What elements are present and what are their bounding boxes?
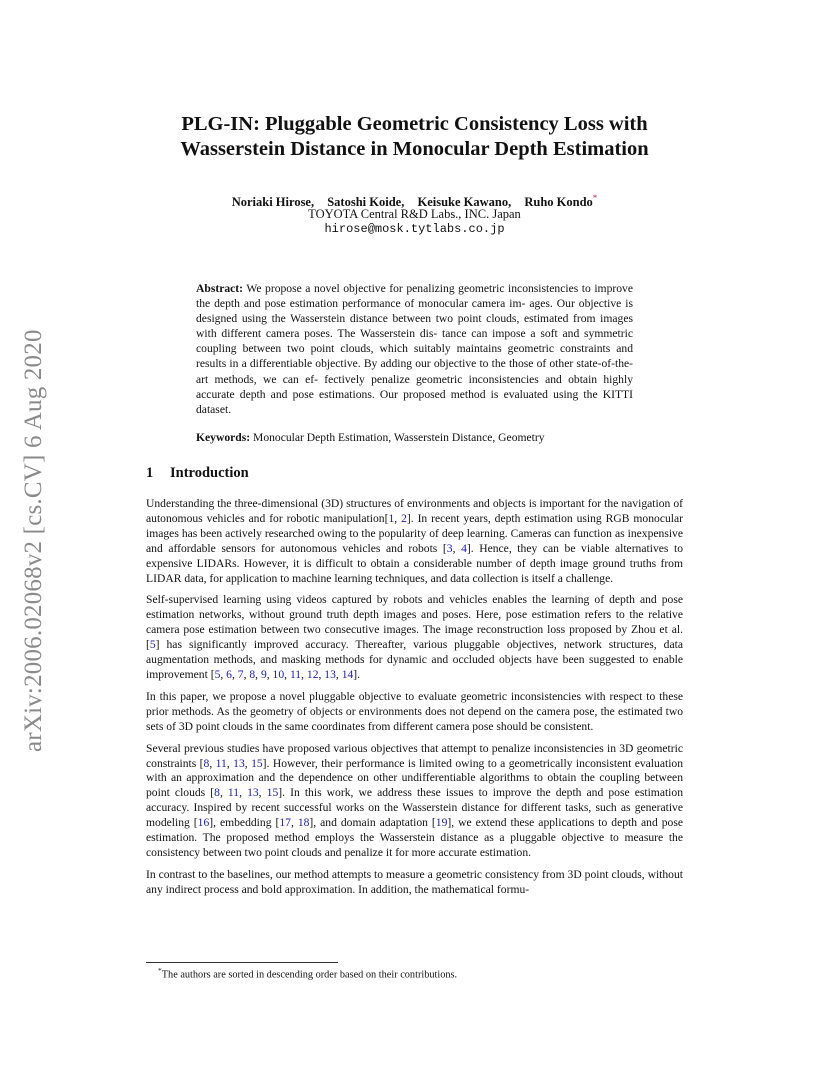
paragraph-text: , (243, 667, 250, 681)
abstract-line: tance can impose a soft and symmetric coupling between two point clouds, which (196, 327, 633, 356)
paragraph-text: , (318, 667, 325, 681)
paragraph-text: , (220, 667, 227, 681)
abstract (196, 281, 633, 417)
citation-link[interactable]: 1 (388, 511, 395, 525)
paragraph-text: , (244, 756, 252, 770)
citation-link[interactable]: 7 (237, 667, 244, 681)
paragraph (146, 497, 683, 586)
paragraph-text: In this paper, we propose a novel pluggable objective to evaluate geometric inconsistencies with respect to these prior methods. As the geometry of objects or environments does not depend on the camera pose, the estimated two sets of 3D point clouds in the same coordinates from different camera pose should be consistent. (146, 689, 683, 733)
paragraph-text: ]. In this work, we address these issues to improve the depth and pose estimation accuracy. Inspired by recent successful works on the Wasserstein distance for different tasks, such as generative modeling [ (146, 786, 683, 830)
citation-link[interactable]: 18 (297, 816, 310, 830)
section-heading (146, 464, 249, 482)
citation-link[interactable]: 9 (260, 667, 267, 681)
abstract-line: pose estimations. Our proposed method is evaluated using the KITTI dataset. (196, 387, 634, 416)
citation-link[interactable]: 13 (247, 786, 259, 800)
author-footnote-mark[interactable]: * (592, 193, 598, 203)
citation-link[interactable]: 11 (215, 756, 227, 770)
author-4: Ruho Kondo (524, 195, 593, 210)
citation-link[interactable]: 15 (266, 786, 279, 800)
title-line-1: PLG-IN: Pluggable Geometric Consistency Loss with (181, 113, 648, 135)
paragraph-text: ]. (353, 667, 361, 681)
citation-link[interactable]: 4 (461, 541, 467, 555)
paragraph-text: , (209, 756, 216, 770)
citation-link[interactable]: 5 (149, 638, 156, 652)
abstract-line: By adding our objective to the those of other state-of-the-art methods, we can ef- (196, 357, 633, 386)
paragraph-text: In contrast to the baselines, our method attempts to measure a geometric consistency from 3D point clouds, without any indirect process and bold approximation. In addition, the mathematical formu- (146, 867, 683, 896)
citation-link[interactable]: 17 (279, 816, 291, 830)
citation-link[interactable]: 8 (203, 756, 210, 770)
abstract-line: ages. Our objective is designed using the Wasserstein distance between two point (196, 297, 634, 326)
paper-title (146, 112, 683, 162)
citation-link[interactable]: 13 (324, 667, 336, 681)
citation-link[interactable]: 8 (249, 667, 256, 681)
citation-link[interactable]: 11 (289, 667, 302, 681)
keywords-text: Monocular Depth Estimation, Wasserstein Distance, Geometry (253, 431, 545, 444)
keywords-label: Keywords: (196, 431, 251, 444)
email-address[interactable]: hirose@mosk.tytlabs.co.jp (324, 222, 505, 236)
citation-link[interactable]: 19 (435, 816, 448, 830)
paragraph-text: , (284, 667, 290, 681)
paragraph-text: , (226, 756, 234, 770)
paragraph-text: Several previous studies have proposed various objectives that attempt to penalize inconsistencies in 3D geometric constraints [ (146, 741, 683, 770)
citation-link[interactable]: 15 (251, 756, 263, 770)
paragraph (146, 868, 683, 898)
author-2: Satoshi Koide, (327, 195, 405, 210)
paragraph-text: ], and domain adaptation [ (309, 816, 436, 830)
paragraph-text: , (335, 667, 342, 681)
paragraph-text: , (219, 786, 228, 800)
author-1: Noriaki Hirose, (231, 195, 315, 210)
abstract-line: to improve the depth and pose estimation performance of monocular camera im- (196, 282, 633, 311)
paragraph (146, 593, 683, 682)
citation-link[interactable]: 10 (272, 667, 285, 681)
citation-link[interactable]: 13 (233, 756, 245, 770)
paragraph-text: ]. Hence, they can be viable alternatives to expensive LIDARs. However, it is difficult to obtain a considerable number of depth image ground truths from LIDAR data, for application to machine learning techniques, and data collection is itself a challenge. (146, 541, 684, 585)
arxiv-stamp (14, 288, 54, 752)
section-title: Introduction (170, 465, 249, 481)
paragraph-text: , (231, 667, 238, 681)
citation-link[interactable]: 2 (401, 511, 407, 525)
paragraph-text: , (290, 816, 298, 830)
section-number: 1 (146, 465, 154, 481)
title-line-2: Wasserstein Distance in Monocular Depth Estimation (180, 138, 649, 160)
paragraph-text: ], we extend these applications to depth and pose estimation. The proposed method employs the Wasserstein distance as a pluggable objective to measure the consistency between two point clouds and penalize it for more accurate estimation. (146, 816, 684, 859)
author-3: Keisuke Kawano, (417, 195, 512, 210)
citation-link[interactable]: 5 (214, 667, 221, 681)
abstract-line: clouds, estimated from images with different camera poses. The Wasserstein dis- (196, 312, 633, 341)
citation-link[interactable]: 3 (446, 541, 453, 555)
paragraph-text: , (258, 786, 267, 800)
citation-link[interactable]: 11 (227, 786, 240, 800)
paragraph-text: ]. In recent years, depth estimation using RGB monocular images has been actively researched owing to the popularity of deep learning. Cameras can function as inexpensive and affordable sensors for autonomous vehicles and robots [ (146, 511, 683, 555)
paragraph-text: Understanding the three-dimensional (3D) structures of environments and objects is important for the navigation of autonomous vehicles and for robotic manipulation[ (146, 497, 683, 525)
paragraph (146, 690, 683, 735)
paragraph-text: ]. However, their performance is limited owing to a geometrically inconsistent evaluation with an approximation and the dependence on other undifferentiable algorithms to obtain the coupling between point clouds [ (146, 756, 684, 800)
abstract-line: fectively penalize geometric inconsistencies and obtain highly accurate depth and (196, 372, 633, 401)
citation-link[interactable]: 6 (226, 667, 232, 681)
footnote-rule (146, 962, 338, 963)
paragraph-text: , (452, 541, 462, 555)
paragraph-text: , (266, 667, 273, 681)
paragraph (146, 742, 683, 861)
affiliation: TOYOTA Central R&D Labs., INC. Japan (308, 207, 521, 221)
citation-link[interactable]: 16 (197, 816, 210, 830)
paragraph-text: , (255, 667, 261, 681)
paragraph-text: Self-supervised learning using videos captured by robots and vehicles enables the learning of depth and pose estimation networks, without ground truth depth images and poses. Here, pose estimation refers to the relative camera pose estimation between two consecutive images. The image reconstruction loss proposed by Zhou et al. [ (146, 593, 683, 652)
footnote (158, 965, 457, 981)
arxiv-stamp-text: arXiv:2006.02068v2 [cs.CV] 6 Aug 2020 (20, 329, 47, 752)
paragraph-text: ], embedding [ (209, 816, 280, 830)
abstract-line: We propose a novel objective for penalizing geometric inconsistencies (246, 282, 579, 295)
abstract-label: Abstract: (196, 282, 244, 295)
paragraph-text: , (301, 667, 307, 681)
citation-link[interactable]: 14 (341, 667, 354, 681)
citation-link[interactable]: 12 (306, 667, 319, 681)
section-body (146, 497, 683, 905)
abstract-line: suitably maintains geometric constraints and results in a differentiable objective. (196, 342, 633, 371)
keywords (196, 430, 633, 445)
paragraph-text: ] has significantly improved accuracy. Thereafter, various pluggable objectives, network structures, data augmentation methods, and masking methods for dynamic and occluded objects have been suggested to enable improvement [ (146, 638, 683, 681)
footnote-mark: * (158, 966, 162, 975)
paragraph-text: , (239, 786, 248, 800)
footnote-text: The authors are sorted in descending order based on their contributions. (161, 969, 458, 981)
paragraph-text: , (394, 511, 402, 525)
citation-link[interactable]: 8 (214, 786, 220, 800)
